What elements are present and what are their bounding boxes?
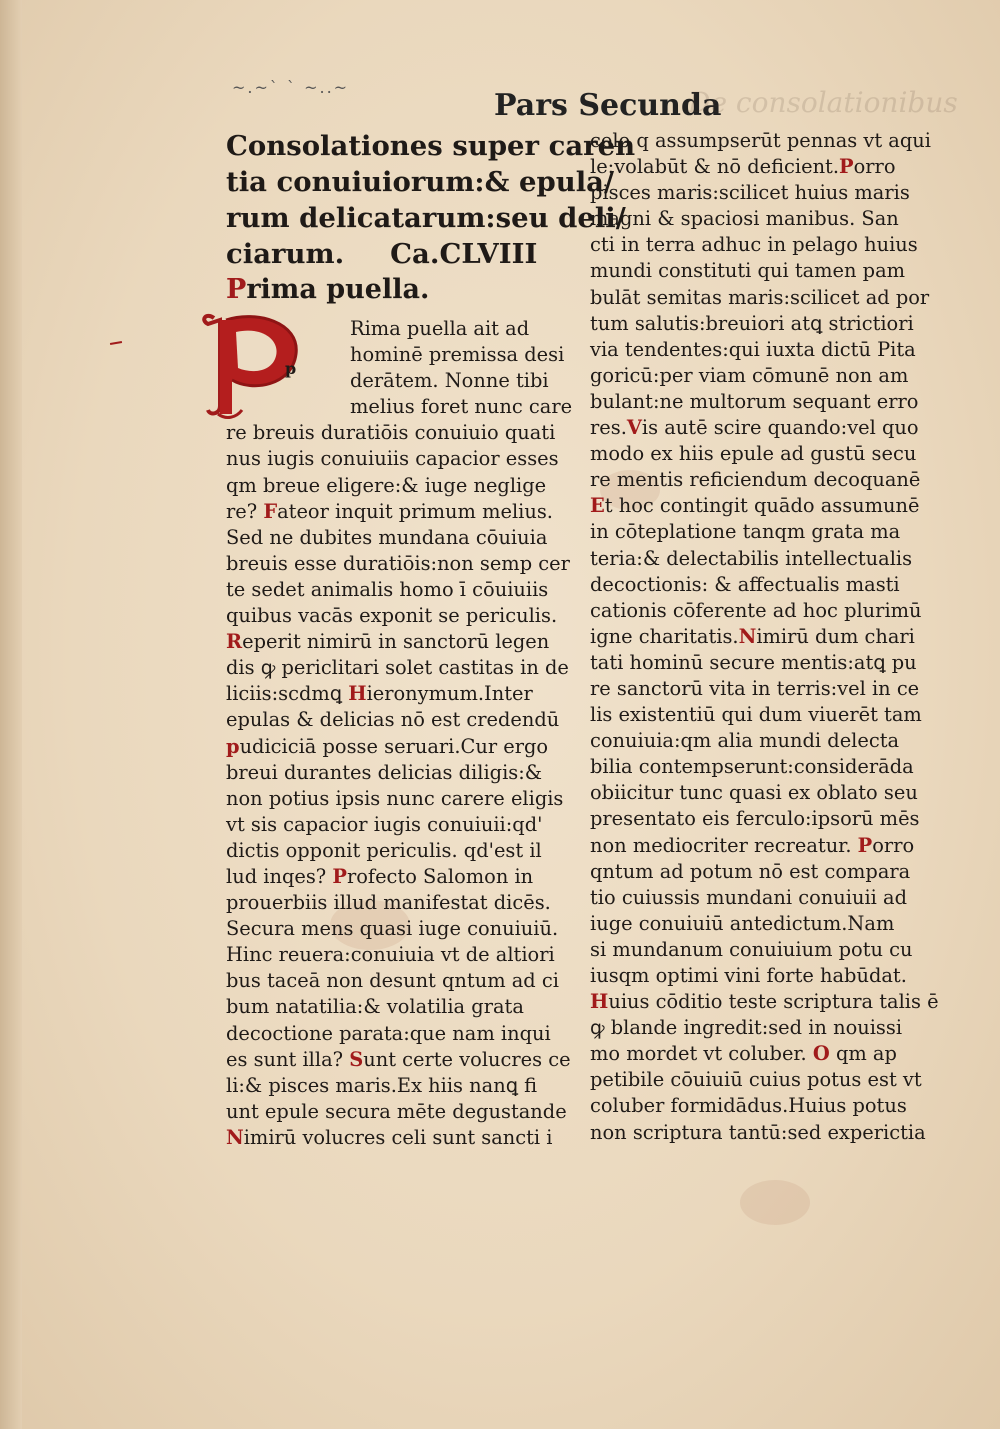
text-line: mundi constituti qui tamen pam bbox=[590, 259, 906, 283]
text-line: mo mordet vt coluber. O qm ap bbox=[590, 1042, 897, 1066]
chapter-title-line bbox=[226, 236, 566, 272]
text-line: si mundanum conuiuium potu cu bbox=[590, 937, 913, 961]
text-line: Et hoc contingit quādo assumunē bbox=[590, 494, 920, 518]
text-line: in cōteplatione tanqm grata ma bbox=[590, 520, 901, 544]
text-line: lis existentiū qui dum viuerēt tam bbox=[590, 703, 922, 727]
text-line: qm breue eligere:& iuge neglige bbox=[226, 473, 547, 497]
text-line: non mediocriter recreatur. Porro bbox=[590, 833, 915, 857]
text-line: derātem. Nonne tibi bbox=[350, 369, 549, 393]
text-line: conuiuia:qm alia mundi delecta bbox=[590, 729, 900, 753]
left-text-block bbox=[226, 420, 571, 1151]
text-line: tati hominū secure mentis:atꝗ pu bbox=[590, 650, 917, 674]
text-line: liciis:scdmꝗ Hieronymum.Inter bbox=[226, 682, 533, 706]
text-line: bulant:ne multorum sequant erro bbox=[590, 389, 919, 413]
text-line: unt epule secura mēte degustande bbox=[226, 1099, 567, 1123]
text-line: es sunt illa? Sunt certe volucres ce bbox=[226, 1047, 571, 1071]
text-line: non scriptura tantū:sed experictia bbox=[590, 1120, 926, 1144]
text-line: re breuis duratiōis conuiuio quati bbox=[226, 421, 556, 445]
chapter-title-line: tia conuiuiorum:& epula/ bbox=[226, 166, 615, 198]
right-text-block bbox=[590, 128, 939, 1146]
text-line: dictis opponit periculis. qd'est il bbox=[226, 838, 542, 862]
subheading: Prima puella. bbox=[226, 274, 430, 305]
text-line: via tendentes:qui iuxta dictū Pita bbox=[590, 337, 916, 361]
text-line: vt sis capacior iugis conuiuii:qd' bbox=[226, 812, 543, 836]
text-line: re mentis reficiendum decoquanē bbox=[590, 468, 921, 492]
text-line: decoctione parata:que nam inqui bbox=[226, 1021, 551, 1045]
rubricated-capital: F bbox=[263, 499, 278, 523]
text-line: Nimirū volucres celi sunt sancti i bbox=[226, 1125, 553, 1149]
text-line: epulas & delicias nō est credendū bbox=[226, 708, 560, 732]
rubricated-capital: P bbox=[226, 274, 247, 305]
binding-gutter bbox=[0, 0, 22, 1429]
text-line: magni & spaciosi manibus. San bbox=[590, 207, 899, 231]
text-line: quibus vacās exponit se periculis. bbox=[226, 604, 558, 628]
text-line: breui durantes delicias diligis:& bbox=[226, 760, 543, 784]
margin-mark bbox=[110, 341, 122, 345]
text-line: li:& pisces maris.Ex hiis nanꝗ fi bbox=[226, 1073, 538, 1097]
rubricated-capital: E bbox=[590, 494, 605, 518]
rubricated-capital: p bbox=[226, 734, 240, 758]
text-line: obiicitur tunc quasi ex oblato seu bbox=[590, 781, 918, 805]
text-line: breuis esse duratiōis:non semp cer bbox=[226, 551, 570, 575]
text-line: hominē premissa desi bbox=[350, 343, 565, 367]
left-column bbox=[226, 128, 636, 1151]
chapter-number: Ca.CLVIII bbox=[390, 238, 538, 270]
rubricated-capital: H bbox=[590, 990, 609, 1014]
text-line: Hinc reuera:conuiuia vt de altiori bbox=[226, 943, 555, 967]
text-line: iusqm optimi vini forte habūdat. bbox=[590, 964, 907, 987]
running-head: Pars Secunda bbox=[494, 88, 722, 123]
text-line: pisces maris:scilicet huius maris bbox=[590, 181, 910, 205]
text-line: cti in terra adhuc in pelago huius bbox=[590, 233, 918, 257]
chapter-title-line: rum delicatarum:seu deli/ bbox=[226, 202, 626, 234]
rubricated-capital: P bbox=[839, 155, 854, 179]
text-line: Sed ne dubites mundana cōuiuia bbox=[226, 525, 548, 549]
text-line: te sedet animalis homo ī cōuiuiis bbox=[226, 577, 549, 601]
rubricated-capital: R bbox=[226, 630, 243, 654]
text-line: Rima puella ait ad bbox=[350, 317, 530, 340]
text-line: lud inqes? Profecto Salomon in bbox=[226, 864, 534, 888]
text-line: non potius ipsis nunc carere eligis bbox=[226, 786, 564, 810]
rubricated-capital: H bbox=[348, 682, 367, 706]
guide-letter: p bbox=[285, 359, 297, 378]
text-line: bulāt semitas maris:scilicet ad por bbox=[590, 285, 930, 309]
text-line: dis ꝙ periclitari solet castitas in de bbox=[226, 656, 569, 680]
text-line: teria:& delectabilis intellectualis bbox=[590, 546, 913, 570]
text-line: re? Fateor inquit primum melius. bbox=[226, 499, 553, 523]
rubricated-capital: N bbox=[738, 624, 757, 648]
text-line: presentato eis ferculo:ipsorū mēs bbox=[590, 807, 920, 831]
text-line: goricū:per viam cōmunē non am bbox=[590, 363, 909, 387]
text-line: Huius cōditio teste scriptura talis ē bbox=[590, 990, 939, 1014]
rubricated-capital: N bbox=[226, 1125, 244, 1149]
text-line: Reperit nimirū in sanctorū legen bbox=[226, 630, 550, 654]
text-line: bum natatilia:& volatilia grata bbox=[226, 995, 524, 1019]
text-line: modo ex hiis epule ad gustū secu bbox=[590, 442, 917, 466]
rubricated-capital: V bbox=[626, 416, 642, 440]
text-line: decoctionis: & affectualis masti bbox=[590, 572, 900, 596]
text-line: coluber formidādus.Huius potus bbox=[590, 1094, 907, 1118]
text-line: igne charitatis.Nimirū dum chari bbox=[590, 624, 915, 648]
text-line: ꝙ blande ingredit:sed in nouissi bbox=[590, 1016, 903, 1040]
rubricated-initial-p bbox=[196, 310, 316, 422]
text-line: iuge conuiuiū antedictum.Nam bbox=[590, 911, 895, 935]
foxing-stain bbox=[740, 1180, 810, 1225]
manuscript-marks: ~.~` ` ~..~ bbox=[232, 78, 350, 97]
text-line: res.Vis autē scire quando:vel quo bbox=[590, 416, 919, 440]
text-line: petibile cōuiuiū cuius potus est vt bbox=[590, 1068, 922, 1092]
text-line: melius foret nunc care bbox=[350, 395, 573, 419]
rubricated-capital: P bbox=[332, 864, 347, 888]
rubricated-capital: S bbox=[349, 1047, 364, 1071]
text-line: cationis cōferente ad hoc plurimū bbox=[590, 598, 922, 622]
text-line: Secura mens quasi iuge conuiuiū. bbox=[226, 917, 559, 941]
rubricated-capital: O bbox=[812, 1042, 830, 1066]
text-line: celo q assumpserūt pennas vt aqui bbox=[590, 129, 931, 152]
text-line: tio cuiussis mundani conuiuii ad bbox=[590, 885, 908, 909]
text-line: bus taceā non desunt qntum ad ci bbox=[226, 969, 559, 993]
chapter-title-end: ciarum. bbox=[226, 238, 345, 270]
opening-paragraph bbox=[226, 316, 573, 420]
rubricated-capital: P bbox=[857, 833, 873, 857]
right-column bbox=[590, 128, 939, 1146]
text-line: re sanctorū vita in terris:vel in ce bbox=[590, 676, 920, 700]
bleed-through-text: De consolationibus bbox=[688, 86, 958, 119]
text-line: prouerbiis illud manifestat dicēs. bbox=[226, 891, 551, 915]
text-line: pudiciciā posse seruari.Cur ergo bbox=[226, 734, 549, 758]
text-line: nus iugis conuiuiis capacior esses bbox=[226, 447, 559, 471]
text-line: bilia contempserunt:considerāda bbox=[590, 755, 914, 779]
text-line: qntum ad potum nō est compara bbox=[590, 859, 911, 883]
chapter-title-line: Consolationes super caren bbox=[226, 130, 636, 162]
text-line: tum salutis:breuiori atꝗ strictiori bbox=[590, 311, 914, 335]
text-line: le:volabūt & nō deficient.Porro bbox=[590, 155, 896, 179]
